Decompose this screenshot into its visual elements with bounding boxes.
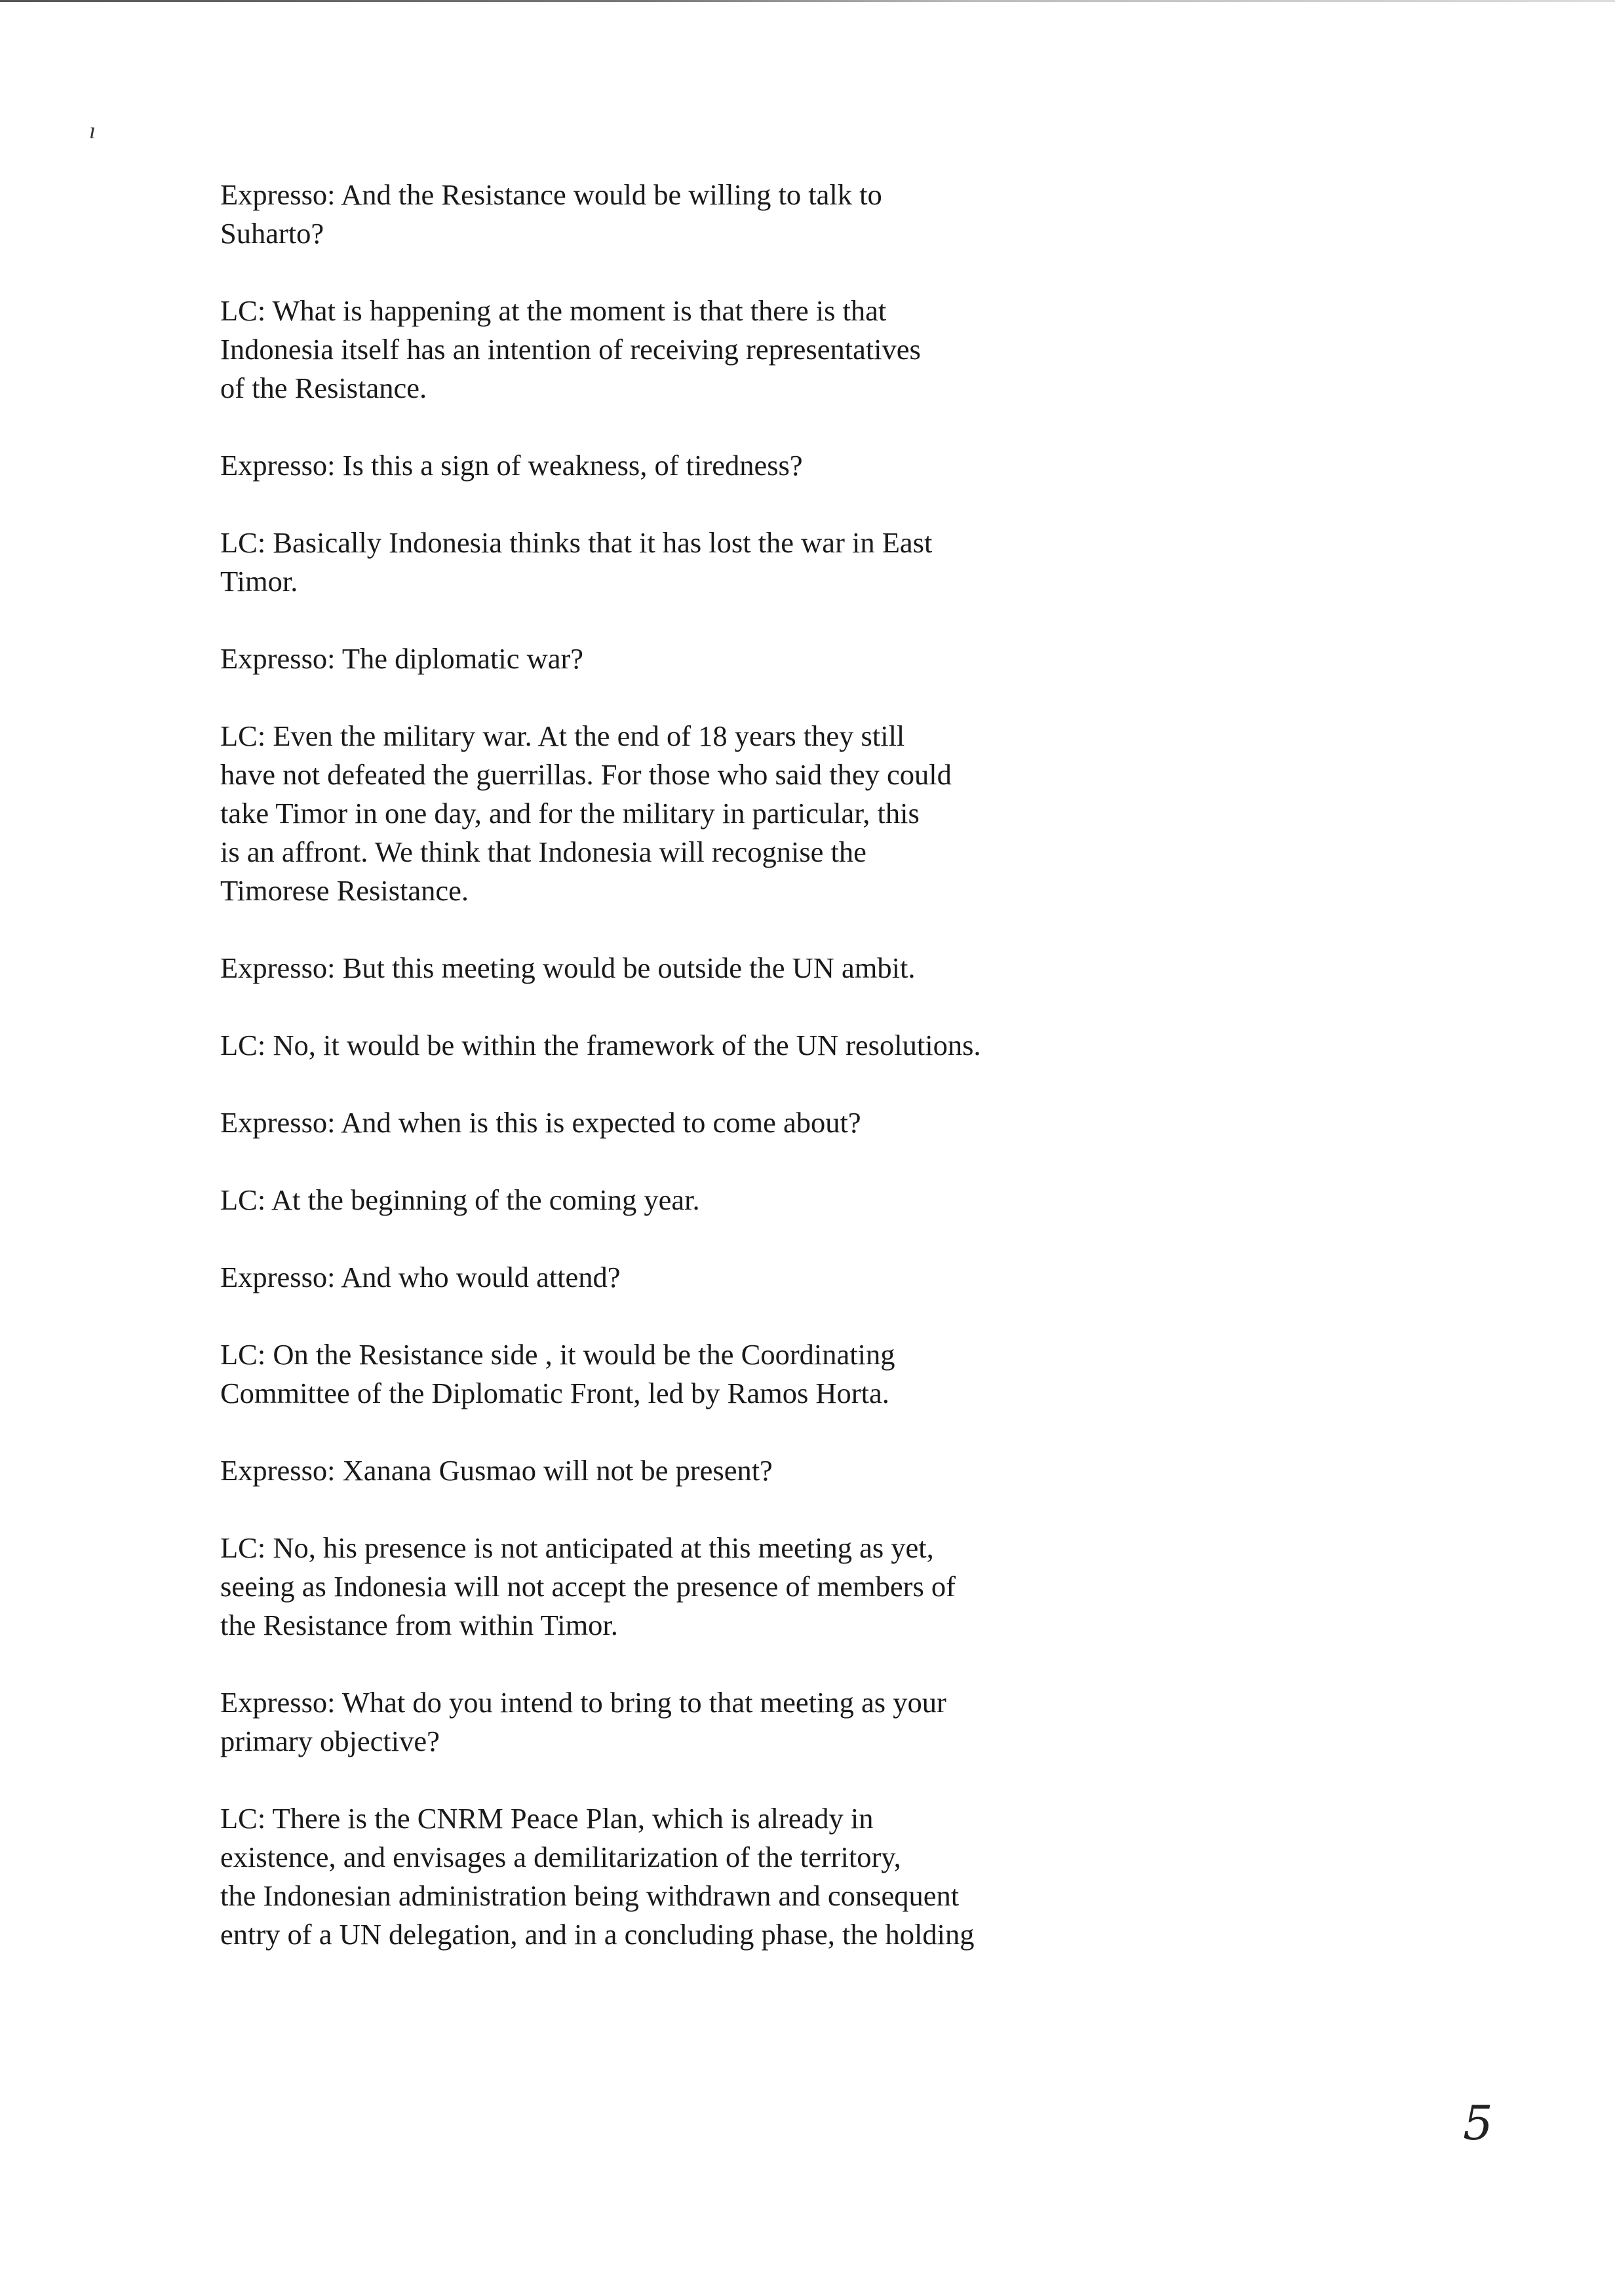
transcript-paragraph [220,1103,1203,1142]
transcript-paragraph [220,446,1203,485]
text-line: is an affront. We think that Indonesia will recognise the [220,835,866,868]
transcript-paragraph [220,1181,1203,1219]
text-line: existence, and envisages a demilitarization of the territory, [220,1841,901,1873]
text-line: the Indonesian administration being withdrawn and consequent [220,1879,960,1912]
transcript-paragraph [220,1683,1203,1761]
transcript-paragraph [220,524,1203,601]
text-line: Committee of the Diplomatic Front, led by Ramos Horta. [220,1377,889,1409]
transcript-paragraph [220,292,1203,408]
text-line: Timorese Resistance. [220,874,469,907]
stray-pen-mark: ı [89,117,96,144]
text-line: take Timor in one day, and for the military in particular, this [220,797,920,830]
text-line: Timor. [220,565,298,598]
text-line: Expresso: And when is this is expected to come about? [220,1106,861,1139]
transcript-paragraph [220,1529,1203,1645]
text-line: Expresso: And the Resistance would be willing to talk to [220,178,882,211]
text-line: entry of a UN delegation, and in a concluding phase, the holding [220,1918,975,1951]
scan-top-edge [0,0,1615,2]
text-line: Expresso: And who would attend? [220,1261,621,1293]
text-line: primary objective? [220,1725,440,1757]
text-line: LC: No, his presence is not anticipated at this meeting as yet, [220,1531,934,1564]
text-line: LC: On the Resistance side , it would be the Coordinating [220,1338,895,1371]
interview-transcript-body [220,176,1203,1954]
text-line: LC: Basically Indonesia thinks that it has lost the war in East [220,526,933,559]
text-line: LC: There is the CNRM Peace Plan, which is already in [220,1802,874,1835]
text-line: Expresso: What do you intend to bring to that meeting as your [220,1686,946,1719]
text-line: have not defeated the guerrillas. For those who said they could [220,758,952,791]
handwritten-page-number: 5 [1463,2095,1493,2151]
text-line: Expresso: Is this a sign of weakness, of tiredness? [220,449,803,482]
text-line: LC: No, it would be within the framework of the UN resolutions. [220,1029,981,1062]
transcript-paragraph [220,176,1203,253]
text-line: of the Resistance. [220,372,427,404]
transcript-paragraph [220,949,1203,987]
transcript-paragraph [220,717,1203,910]
text-line: LC: At the beginning of the coming year. [220,1183,700,1216]
text-line: Expresso: The diplomatic war? [220,642,584,675]
transcript-paragraph [220,1335,1203,1413]
text-line: Expresso: Xanana Gusmao will not be present? [220,1454,773,1487]
transcript-paragraph [220,640,1203,678]
text-line: Suharto? [220,217,324,250]
text-line: Indonesia itself has an intention of receiving representatives [220,333,921,366]
transcript-paragraph [220,1451,1203,1490]
text-line: the Resistance from within Timor. [220,1609,618,1641]
transcript-paragraph [220,1258,1203,1297]
transcript-paragraph [220,1799,1203,1954]
text-line: LC: What is happening at the moment is that there is that [220,294,887,327]
text-line: seeing as Indonesia will not accept the presence of members of [220,1570,956,1603]
text-line: Expresso: But this meeting would be outside the UN ambit. [220,951,916,984]
text-line: LC: Even the military war. At the end of 18 years they still [220,719,905,752]
transcript-paragraph [220,1026,1203,1065]
